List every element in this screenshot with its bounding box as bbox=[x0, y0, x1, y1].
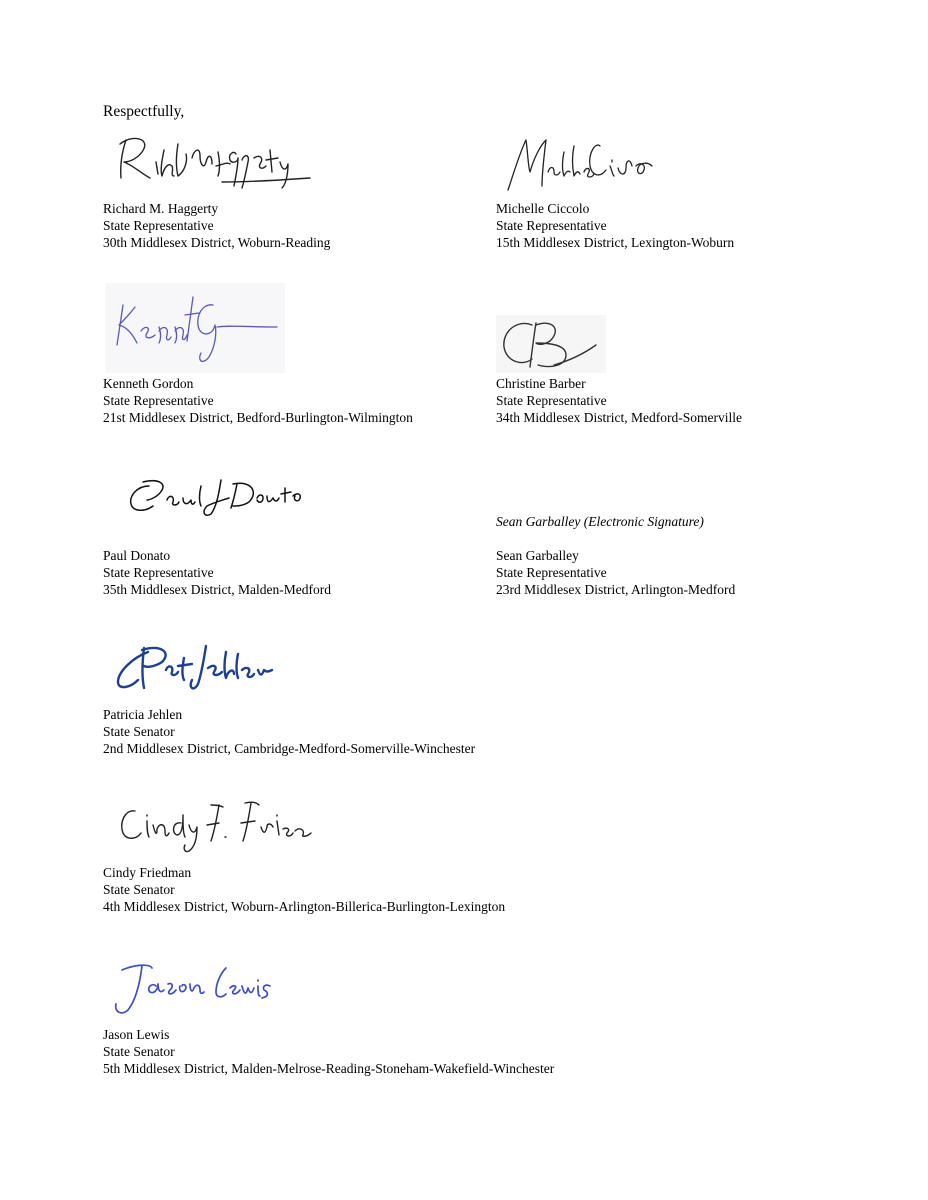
signer-district: 34th Middlesex District, Medford-Somerville bbox=[496, 410, 742, 425]
signature-barber bbox=[496, 315, 606, 373]
signer-district: 15th Middlesex District, Lexington-Woburn bbox=[496, 235, 735, 250]
signer-title: State Representative bbox=[496, 393, 607, 408]
signer-district: 2nd Middlesex District, Cambridge-Medford-Somerville-Winchester bbox=[103, 741, 476, 756]
signer-title: State Senator bbox=[103, 882, 175, 897]
signer-title: State Senator bbox=[103, 724, 175, 739]
signer-title: State Representative bbox=[103, 565, 214, 580]
signer-name: Cindy Friedman bbox=[103, 865, 192, 880]
signer-block-barber bbox=[496, 375, 742, 426]
signer-name: Patricia Jehlen bbox=[103, 707, 183, 722]
signer-name: Richard M. Haggerty bbox=[103, 201, 219, 216]
signature-haggerty bbox=[112, 132, 317, 197]
signer-block-jehlen bbox=[103, 706, 475, 757]
signer-district: 23rd Middlesex District, Arlington-Medford bbox=[496, 582, 736, 597]
signer-name: Jason Lewis bbox=[103, 1027, 170, 1042]
signer-name: Paul Donato bbox=[103, 548, 171, 563]
signer-name: Sean Garballey bbox=[496, 548, 579, 563]
signer-block-lewis bbox=[103, 1026, 554, 1077]
signer-district: 35th Middlesex District, Malden-Medford bbox=[103, 582, 331, 597]
signer-district: 4th Middlesex District, Woburn-Arlington-Billerica-Burlington-Lexington bbox=[103, 899, 506, 914]
electronic-signature-garballey: Sean Garballey (Electronic Signature) bbox=[496, 514, 704, 529]
signature-gordon bbox=[105, 283, 285, 373]
signature-friedman bbox=[115, 795, 315, 855]
signer-name: Christine Barber bbox=[496, 376, 586, 391]
signer-title: State Representative bbox=[496, 565, 607, 580]
signature-lewis bbox=[108, 956, 273, 1021]
signer-block-ciccolo bbox=[496, 200, 734, 251]
signer-block-haggerty bbox=[103, 200, 330, 251]
signer-name: Michelle Ciccolo bbox=[496, 201, 590, 216]
signer-title: State Representative bbox=[103, 218, 214, 233]
signature-jehlen bbox=[112, 638, 277, 698]
signer-title: State Representative bbox=[496, 218, 607, 233]
signer-name: Kenneth Gordon bbox=[103, 376, 194, 391]
signer-title: State Senator bbox=[103, 1044, 175, 1059]
signer-district: 5th Middlesex District, Malden-Melrose-Reading-Stoneham-Wakefield-Winchester bbox=[103, 1061, 555, 1076]
signer-block-garballey bbox=[496, 547, 735, 598]
signer-district: 30th Middlesex District, Woburn-Reading bbox=[103, 235, 331, 250]
signer-block-friedman bbox=[103, 864, 505, 915]
closing-salutation: Respectfully, bbox=[103, 103, 185, 120]
signature-ciccolo bbox=[500, 132, 665, 197]
signer-block-donato bbox=[103, 547, 331, 598]
signer-district: 21st Middlesex District, Bedford-Burlington-Wilmington bbox=[103, 410, 413, 425]
signer-title: State Representative bbox=[103, 393, 214, 408]
signature-donato bbox=[125, 472, 310, 522]
signer-block-gordon bbox=[103, 375, 413, 426]
